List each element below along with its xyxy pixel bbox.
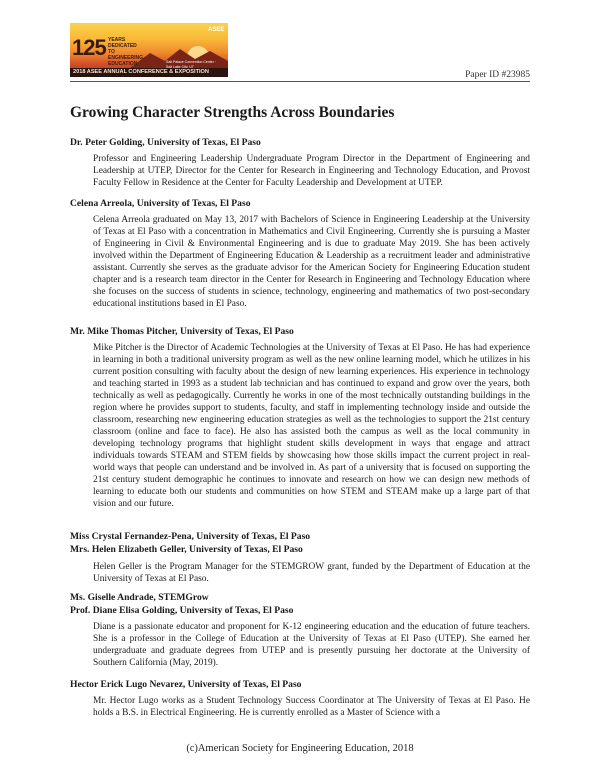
copyright-symbol: (c) [186,743,198,754]
author-name: Ms. Giselle Andrade, STEMGrow [70,592,209,603]
copyright-text: American Society for Engineering Education, 2018 [197,743,414,754]
paper-title: Growing Character Strengths Across Boundaries [70,104,395,121]
logo-number: 125 [72,35,106,60]
logo-conference-banner: 2018 ASEE ANNUAL CONFERENCE & EXPOSITION [70,68,228,77]
author-bio: Mr. Hector Lugo works as a Student Technology Success Coordinator at The University of Texas at El Paso. He holds a B.S. in Electrical Engineering. He is currently enrolled as a Master of Science with a [93,696,530,718]
author-name: Hector Erick Lugo Nevarez, University of Texas, El Paso [70,679,302,690]
author-bio: Professor and Engineering Leadership Undergraduate Program Director in the Department of Engineering and Leadership at UTEP, Director for the Center for Research in Engineering and Technology Education, and Provost Faculty Fellow in Residence at the Center for Faculty Leadership and Development at UTEP. [93,154,530,188]
logo-location: Salt Palace Convention Center · Salt Lake City, UT [166,60,216,69]
author-bio: Mike Pitcher is the Director of Academic Technologies at the University of Texas at El Paso. He has had experience in learning in both a traditional university program as well as the new online learning model, which he utilizes in his current position consulting with faculty about the design of new learning experiences. His experience in technology and teaching started in 1993 as a student lab technician and has continued to expand and grow over the years, both technically as well as pedagogically. Currently he works in one of the most technically outstanding buildings in the region where he provides support to students, faculty, and staff in implementing technology inside and outside the classroom, researching new engineering education strategies as well as the technologies to support the 21st century classroom (online and face to face). He also has assisted both the campus as well as the local community in developing technology programs that highlight student skills development in ways that engage and attract individuals towards STEAM and STEM fields by showcasing how those skills impact the current project in real-world ways that people can understand and be involved in. As part of a university that is focused on supporting the 21st century student demographic he continues to innovate and research on how we can design new methods of learning to educate both our students and communities on how STEM and STEAM make up a large part of that vision and our future. [93,343,530,509]
conference-logo [70,23,228,77]
logo-years-text: YEARS DEDICATED TO ENGINEERING EDUCATION [108,37,144,67]
author-bio: Helen Geller is the Program Manager for the STEMGROW grant, funded by the Department of Education at the University of Texas at El Paso. [93,562,530,584]
paper-id: Paper ID #23985 [465,70,530,80]
author-bio: Celena Arreola graduated on May 13, 2017 with Bachelors of Science in Engineering Leadership at the University of Texas at El Paso with a concentration in Mathematics and Civil Engineering. Currently she is pursuing a Master of Engineering in Civil & Environmental Engineering and is due to graduate May 2019. She has been actively involved within the Department of Engineering Education & Leadership as a recruitment leader and administrative assistant. Currently she serves as the graduate advisor for the American Society for Engineering Education student chapter and is a research team director in the Center for Research in Engineering and Technology Education where she focuses on the success of students in science, technology, engineering and mathematics of two post-secondary educational institutions based in El Paso. [93,215,530,309]
author-name: Dr. Peter Golding, University of Texas, El Paso [70,137,261,148]
author-bio: Diane is a passionate educator and proponent for K-12 engineering education and the education of future teachers. She is a professor in the College of Education at the University of Texas at El Paso (UTEP). She earned her undergraduate and graduate degrees from UTEP and is presently pursuing her doctorate at the University of Southern California (May, 2019). [93,622,530,668]
author-name: Miss Crystal Fernandez-Pena, University of Texas, El Paso [70,531,311,542]
author-name: Mr. Mike Thomas Pitcher, University of Texas, El Paso [70,326,294,337]
header-divider [70,81,530,82]
author-name: Mrs. Helen Elizabeth Geller, University of Texas, El Paso [70,544,303,555]
author-name: Celena Arreola, University of Texas, El Paso [70,198,251,209]
copyright-footer [0,743,600,754]
author-name: Prof. Diane Elisa Golding, University of Texas, El Paso [70,605,294,616]
logo-badge: ASEE [208,27,225,33]
